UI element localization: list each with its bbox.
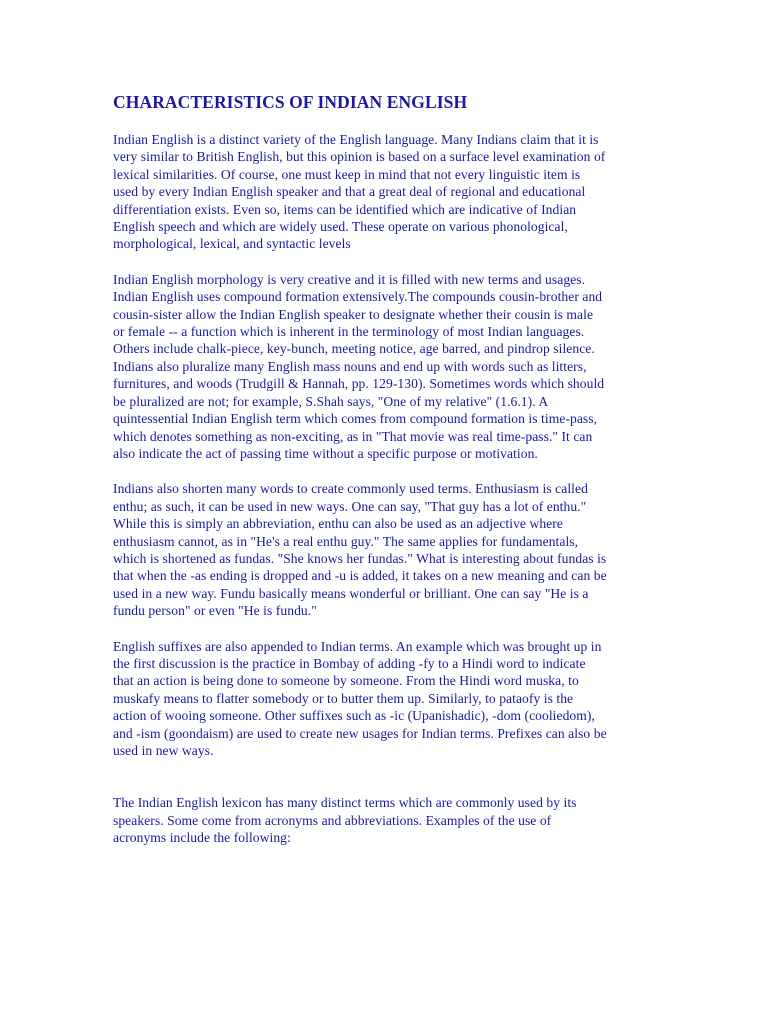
text-line: differentiation exists. Even so, items can be identified which are indicative of Indian	[113, 201, 577, 217]
text-line: and -ism (goondaism) are used to create new usages for Indian terms. Prefixes can also be	[113, 725, 607, 741]
text-line: The Indian English lexicon has many distinct terms which are commonly used by its	[113, 795, 577, 811]
text-line: Indian English uses compound formation extensively.The compounds cousin-brother and	[113, 289, 603, 305]
paragraph-intro	[113, 131, 658, 253]
text-line: fundu person" or even "He is fundu."	[113, 603, 317, 619]
paragraph-lexicon	[113, 794, 658, 846]
text-line: lexical similarities. Of course, one must keep in mind that not every linguistic item is	[113, 166, 581, 182]
text-line: very similar to British English, but this opinion is based on a surface level examination of	[113, 149, 606, 165]
text-line: the first discussion is the practice in Bombay of adding -fy to a Hindi word to indicate	[113, 655, 586, 671]
text-line: cousin-sister allow the Indian English speaker to designate whether their cousin is male	[113, 306, 594, 322]
paragraph-gap	[113, 253, 658, 271]
text-line: acronyms include the following:	[113, 830, 291, 846]
text-line: Others include chalk-piece, key-bunch, meeting notice, age barred, and pindrop silence.	[113, 341, 595, 357]
text-line: which denotes something as non-exciting, as in "That movie was real time-pass." It can	[113, 428, 593, 444]
text-line: While this is simply an abbreviation, enthu can also be used as an adjective where	[113, 516, 563, 532]
text-line: also indicate the act of passing time without a specific purpose or motivation.	[113, 445, 538, 461]
paragraph-gap	[113, 759, 658, 794]
text-line: that when the -as ending is dropped and -u is added, it takes on a new meaning and can be	[113, 568, 607, 584]
text-line: English suffixes are also appended to Indian terms. An example which was brought up in	[113, 638, 602, 654]
text-line: used in new ways.	[113, 743, 214, 758]
text-line: muskafy means to flatter somebody or to butter them up. Similarly, to pataofy is the	[113, 690, 574, 706]
text-line: be pluralized are not; for example, S.Shah says, "One of my relative" (1.6.1). A	[113, 393, 549, 409]
text-line: enthusiasm cannot, as in "He's a real enthu guy." The same applies for fundamentals,	[113, 533, 579, 549]
text-line: quintessential Indian English term which comes from compound formation is time-pass,	[113, 411, 598, 427]
paragraph-gap	[113, 620, 658, 638]
paragraph-gap	[113, 462, 658, 480]
text-line: English speech and which are widely used. These operate on various phonological,	[113, 219, 568, 235]
text-line: or female -- a function which is inherent in the terminology of most Indian languages.	[113, 324, 585, 340]
text-line: which is shortened as fundas. "She knows her fundas." What is interesting about fundas is	[113, 550, 607, 566]
document-title: CHARACTERISTICS OF INDIAN ENGLISH	[113, 92, 468, 112]
paragraph-shortening	[113, 480, 658, 619]
text-line: that an action is being done to someone by someone. From the Hindi word muska, to	[113, 673, 579, 689]
text-line: speakers. Some come from acronyms and abbreviations. Examples of the use of	[113, 812, 552, 828]
text-line: morphological, lexical, and syntactic levels	[113, 236, 351, 252]
text-line: Indian English is a distinct variety of the English language. Many Indians claim that it is	[113, 132, 599, 147]
text-line: action of wooing someone. Other suffixes such as -ic (Upanishadic), -dom (cooliedom),	[113, 708, 595, 724]
paragraph-suffixes	[113, 638, 658, 760]
text-line: Indians also shorten many words to create commonly used terms. Enthusiasm is called	[113, 481, 588, 497]
text-line: enthu; as such, it can be used in new ways. One can say, "That guy has a lot of enthu."	[113, 498, 587, 514]
text-line: Indian English morphology is very creative and it is filled with new terms and usages.	[113, 271, 586, 287]
text-line: used in a new way. Fundu basically means wonderful or brilliant. One can say "He is a	[113, 585, 589, 601]
document-page	[113, 92, 658, 847]
text-line: furnitures, and woods (Trudgill & Hannah, pp. 129-130). Sometimes words which should	[113, 376, 605, 392]
paragraph-morphology	[113, 271, 658, 462]
text-line: Indians also pluralize many English mass nouns and end up with words such as litters,	[113, 358, 587, 374]
text-line: used by every Indian English speaker and that a great deal of regional and educational	[113, 184, 586, 200]
